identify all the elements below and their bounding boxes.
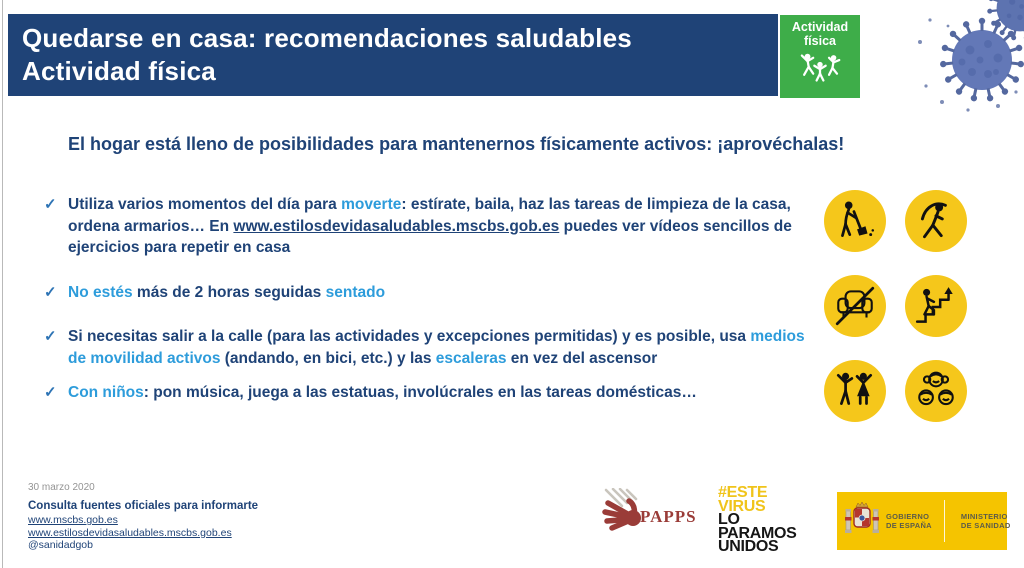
government-logo-divider xyxy=(944,500,945,542)
spain-coat-of-arms-icon xyxy=(845,498,879,544)
bullet-text-segment: sentado xyxy=(325,283,386,301)
jumping-people-icon xyxy=(797,51,843,85)
link-estilosdevidasaludables[interactable]: www.estilosdevidasaludables.mscbs.gob.es xyxy=(28,526,232,539)
campaign-line: PARAMOS xyxy=(718,524,797,542)
government-logo xyxy=(837,492,1011,550)
campaign-line: UNIDOS xyxy=(718,538,779,555)
campaign-line: #ESTE xyxy=(718,484,768,501)
check-icon: ✓ xyxy=(44,196,57,213)
gobierno-line2: DE ESPAÑA xyxy=(886,521,932,530)
bullet-list xyxy=(44,194,824,427)
left-border-line xyxy=(2,0,3,568)
bullet-text-segment: : pon música, juega a las estatuas, involúcrales en las tareas domésticas… xyxy=(143,384,697,401)
icon-grid xyxy=(824,190,998,422)
bullet-item xyxy=(44,282,824,304)
page-title xyxy=(8,14,778,88)
twitter-handle: @sanidadgob xyxy=(28,539,93,551)
papps-logo xyxy=(598,488,697,534)
link-mscbs[interactable]: www.mscbs.gob.es xyxy=(28,514,118,526)
bullet-text xyxy=(68,194,818,259)
children-icon xyxy=(905,360,967,422)
badge-label-line1: Actividad xyxy=(791,20,849,34)
bullet-text-segment: moverte xyxy=(341,196,402,213)
ministerio-label xyxy=(961,512,1011,530)
cleaning-icon xyxy=(824,190,886,252)
date-label: 30 marzo 2020 xyxy=(28,482,95,493)
headline: El hogar está lleno de posibilidades para mantenernos físicamente activos: ¡aprovéchalas! xyxy=(68,134,845,154)
inline-link[interactable]: www.estilosdevidasaludables.mscbs.gob.es xyxy=(233,217,560,235)
coronavirus-icon xyxy=(914,0,1024,135)
activity-badge-label xyxy=(780,15,860,48)
bullet-item xyxy=(44,326,824,369)
footer-sources xyxy=(28,482,258,552)
stretching-icon xyxy=(905,190,967,252)
bullet-text-segment: en vez del ascensor xyxy=(506,349,658,367)
bullet-text-segment: más de 2 horas seguidas xyxy=(132,283,326,301)
sources-note: Consulta fuentes oficiales para informarte xyxy=(28,500,259,512)
bullet-text-segment: escaleras xyxy=(435,349,507,367)
bullet-item xyxy=(44,194,824,259)
bullet-text-segment: Si necesitas salir a la calle (para las actividades y excepciones permitidas) y es posible, usa xyxy=(68,328,751,345)
check-icon: ✓ xyxy=(44,328,57,345)
dancing-icon xyxy=(824,360,886,422)
bullet-text-segment: : estírate, baila, haz las tareas de limpieza de la casa, ordena armarios… En xyxy=(68,196,791,235)
ministerio-line1: MINISTERIO xyxy=(960,512,1008,521)
bullet-text-segment: Con niños xyxy=(68,384,144,401)
bullet-item xyxy=(44,382,824,404)
bullet-text-segment: No estés xyxy=(68,283,133,301)
bullet-text xyxy=(68,282,818,304)
header-banner xyxy=(8,14,778,96)
campaign-logo xyxy=(718,486,797,554)
bullet-text xyxy=(68,326,818,369)
papps-hand-icon xyxy=(598,488,646,534)
activity-badge xyxy=(780,15,860,98)
bullet-text-segment: puedes ver vídeos sencillos de ejercicios para repetir en casa xyxy=(68,217,792,256)
check-icon: ✓ xyxy=(44,283,57,301)
bullet-text-segment: (andando, en bici, etc.) y las xyxy=(220,349,436,367)
campaign-line: LO xyxy=(718,511,740,528)
papps-label: PAPPS xyxy=(640,507,697,526)
bullet-text xyxy=(68,382,818,404)
page-title-line2: Actividad física xyxy=(22,56,216,86)
bullet-text-segment: medios de movilidad activos xyxy=(68,328,805,367)
page-title-line1: Quedarse en casa: recomendaciones saludables xyxy=(22,23,632,53)
stairs-icon xyxy=(905,275,967,337)
badge-label-line2: física xyxy=(804,33,836,48)
campaign-line: VIRUS xyxy=(718,497,766,515)
ministerio-line2: DE SANIDAD xyxy=(960,521,1011,530)
check-icon: ✓ xyxy=(44,384,57,401)
gobierno-line1: GOBIERNO xyxy=(886,512,930,521)
gobierno-label xyxy=(886,512,932,530)
bullet-text-segment: Utiliza varios momentos del día para xyxy=(68,196,342,213)
no-sitting-icon xyxy=(824,275,886,337)
